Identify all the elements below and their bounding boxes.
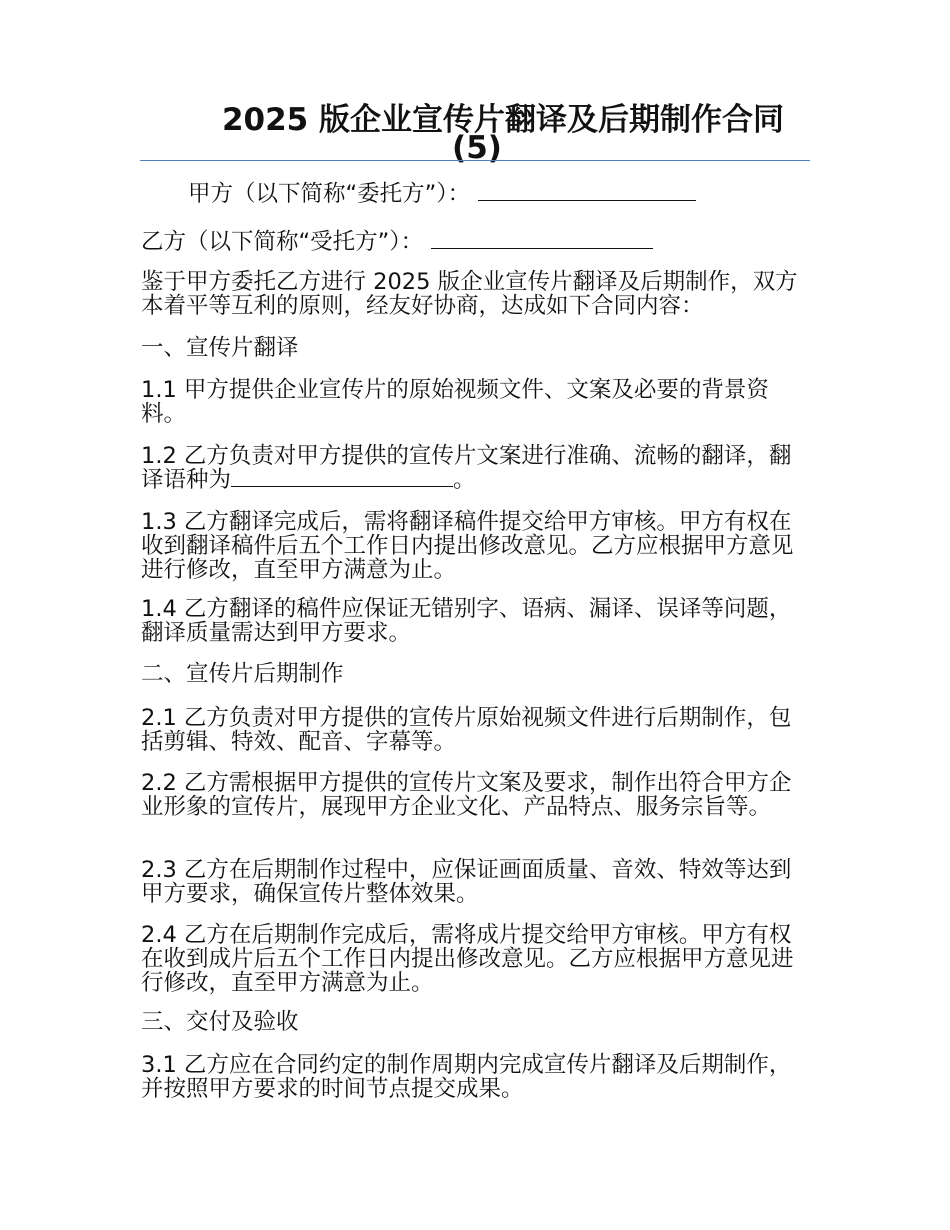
title-line-1: 2025 版企业宣传片翻译及后期制作合同 [221,102,785,138]
party-b-line [141,230,813,254]
intro-paragraph: 鉴于甲方委托乙方进行 2025 版企业宣传片翻译及后期制作，双方本着平等互利的原则，经友好协商，达成如下合同内容： [141,269,798,319]
title-divider [140,160,810,161]
party-b-blank [431,234,653,249]
clause-2-1: 2.1 乙方负责对甲方提供的宣传片原始视频文件进行后期制作，包括剪辑、特效、配音、字幕等。 [141,705,792,755]
title-line-2: (5) [452,130,502,166]
clause-1-1: 1.1 甲方提供企业宣传片的原始视频文件、文案及必要的背景资料。 [141,377,769,427]
party-a-label: 甲方（以下简称“委托方”）： [188,181,471,207]
party-b-label: 乙方（以下简称“受托方”）： [141,229,424,255]
clause-2-4: 2.4 乙方在后期制作完成后，需将成片提交给甲方审核。甲方有权在收到成片后五个工作日内提出修改意见。乙方应根据甲方意见进行修改，直至甲方满意为止。 [141,922,794,996]
clause-1-2-text: 1.2 乙方负责对甲方提供的宣传片文案进行准确、流畅的翻译，翻译语种为 [141,443,792,493]
clause-1-2-end: 。 [453,467,476,493]
clause-1-2 [141,444,813,492]
document-title [140,104,810,164]
clause-1-3: 1.3 乙方翻译完成后，需将翻译稿件提交给甲方审核。甲方有权在收到翻译稿件后五个工作日内提出修改意见。乙方应根据甲方意见进行修改，直至甲方满意为止。 [141,509,794,583]
party-a-blank [478,186,696,201]
clause-2-2: 2.2 乙方需根据甲方提供的宣传片文案及要求，制作出符合甲方企业形象的宣传片，展现甲方企业文化、产品特点、服务宗旨等。 [141,770,792,820]
section-2-heading: 二、宣传片后期制作 [141,661,344,687]
section-3-heading: 三、交付及验收 [141,1009,299,1035]
clause-1-4: 1.4 乙方翻译的稿件应保证无错别字、语病、漏译、误译等问题，翻译质量需达到甲方要求。 [141,596,792,646]
clause-3-1: 3.1 乙方应在合同约定的制作周期内完成宣传片翻译及后期制作，并按照甲方要求的时间节点提交成果。 [141,1052,792,1102]
section-1-heading: 一、宣传片翻译 [141,335,299,361]
language-blank [231,472,453,487]
clause-2-3: 2.3 乙方在后期制作过程中，应保证画面质量、音效、特效等达到甲方要求，确保宣传片整体效果。 [141,857,792,907]
party-a-line [188,182,818,206]
